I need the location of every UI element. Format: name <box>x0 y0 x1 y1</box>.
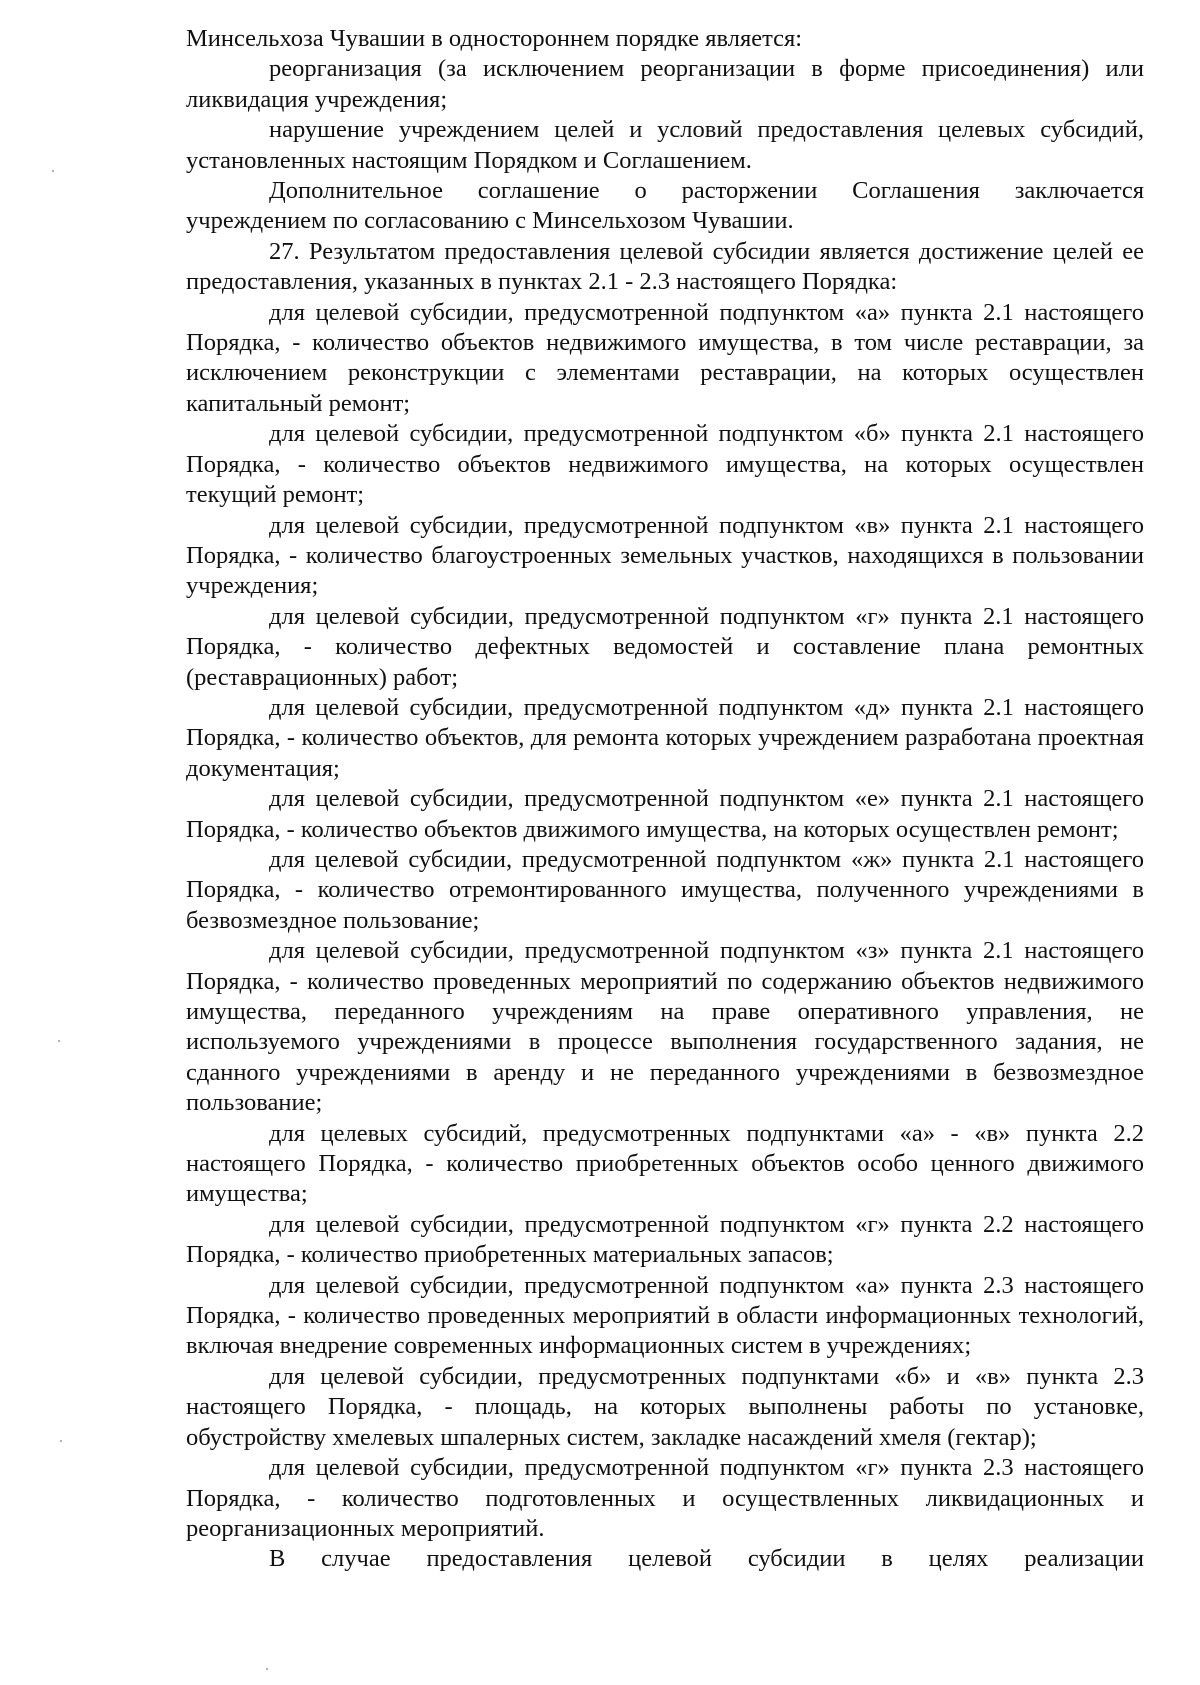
paragraph-result-2-1-v: для целевой субсидии, предусмотренной подпунктом «в» пункта 2.1 настоящего Порядка, - количество благоустроенных земельных участков, находящихся в пользовании учреждения; <box>186 511 1144 600</box>
paragraph-result-2-3-g: для целевой субсидии, предусмотренной подпунктом «г» пункта 2.3 настоящего Порядка, - количество подготовленных и осуществленных ликвидационных и реорганизационных мероприятий. <box>186 1454 1144 1542</box>
paragraph-continuation: В случае предоставления целевой субсидии в целях реализации <box>269 1545 1144 1573</box>
paragraph-result-2-1-z: для целевой субсидии, предусмотренной подпунктом «з» пункта 2.1 настоящего Порядка, - количество проведенных мероприятий по содержанию объектов недвижимого имущества, переданного учреждениям на праве оперативного управления, не используемого учреждениями в процессе выполнения государственного задания, не сданного учреждениями в аренду и не переданного учреждениями в безвозмездное пользование; <box>186 937 1144 1117</box>
scan-speck <box>266 1668 268 1670</box>
paragraph-result-2-2-g: для целевой субсидии, предусмотренной подпунктом «г» пункта 2.2 настоящего Порядка, - количество приобретенных материальных запасов; <box>186 1210 1144 1269</box>
document-body <box>186 24 1144 1575</box>
paragraph-result-2-1-d: для целевой субсидии, предусмотренной подпунктом «д» пункта 2.1 настоящего Порядка, - количество объектов, для ремонта которых учреждением разработана проектная документация; <box>186 693 1144 782</box>
paragraph-violation: нарушение учреждением целей и условий предоставления целевых субсидий, установленных настоящим Порядком и Соглашением. <box>186 116 1144 174</box>
paragraph-result-2-1-e: для целевой субсидии, предусмотренной подпунктом «е» пункта 2.1 настоящего Порядка, - количество объектов движимого имущества, на которых осуществлен ремонт; <box>186 785 1144 843</box>
paragraph-result-2-1-g: для целевой субсидии, предусмотренной подпунктом «г» пункта 2.1 настоящего Порядка, - количество дефектных ведомостей и составление плана ремонтных (реставрационных) работ; <box>186 602 1144 691</box>
paragraph-result-2-1-zh: для целевой субсидии, предусмотренной подпунктом «ж» пункта 2.1 настоящего Порядка, - количество отремонтированного имущества, полученного учреждениями в безвозмездное пользование; <box>186 845 1144 934</box>
scan-speck <box>60 1440 62 1442</box>
scan-speck <box>52 170 54 172</box>
scan-speck <box>58 1040 60 1042</box>
paragraph-intro: Минсельхоза Чувашии в одностороннем порядке является: <box>186 25 803 52</box>
paragraph-clause-27: 27. Результатом предоставления целевой субсидии является достижение целей ее предоставления, указанных в пунктах 2.1 - 2.3 настоящего Порядка: <box>186 237 1144 296</box>
paragraph-result-2-2-a-v: для целевых субсидий, предусмотренных подпунктами «а» - «в» пункта 2.2 настоящего Порядка, - количество приобретенных объектов особо ценного движимого имущества; <box>186 1119 1144 1208</box>
paragraph-result-2-1-b: для целевой субсидии, предусмотренной подпунктом «б» пункта 2.1 настоящего Порядка, - количество объектов недвижимого имущества, на которых осуществлен текущий ремонт; <box>186 420 1144 509</box>
paragraph-additional-agreement: Дополнительное соглашение о расторжении Соглашения заключается учреждением по согласованию с Минсельхозом Чувашии. <box>186 177 1144 235</box>
paragraph-reorganization: реорганизация (за исключением реорганизации в форме присоединения) или ликвидация учреждения; <box>186 55 1144 113</box>
paragraph-result-2-1-a: для целевой субсидии, предусмотренной подпунктом «а» пункта 2.1 настоящего Порядка, - количество объектов недвижимого имущества, в том числе реставрации, за исключением реконструкции с элементами реставрации, на которых осуществлен капитальный ремонт; <box>186 298 1144 417</box>
paragraph-result-2-3-a: для целевой субсидии, предусмотренной подпунктом «а» пункта 2.3 настоящего Порядка, - количество проведенных мероприятий в области информационных технологий, включая внедрение современных информационных систем в учреждениях; <box>186 1271 1144 1360</box>
paragraph-result-2-3-b-v: для целевой субсидии, предусмотренных подпунктами «б» и «в» пункта 2.3 настоящего Порядка, - площадь, на которых выполнены работы по установке, обустройству хмелевых шпалерных систем, закладке насаждений хмеля (гектар); <box>186 1362 1144 1451</box>
